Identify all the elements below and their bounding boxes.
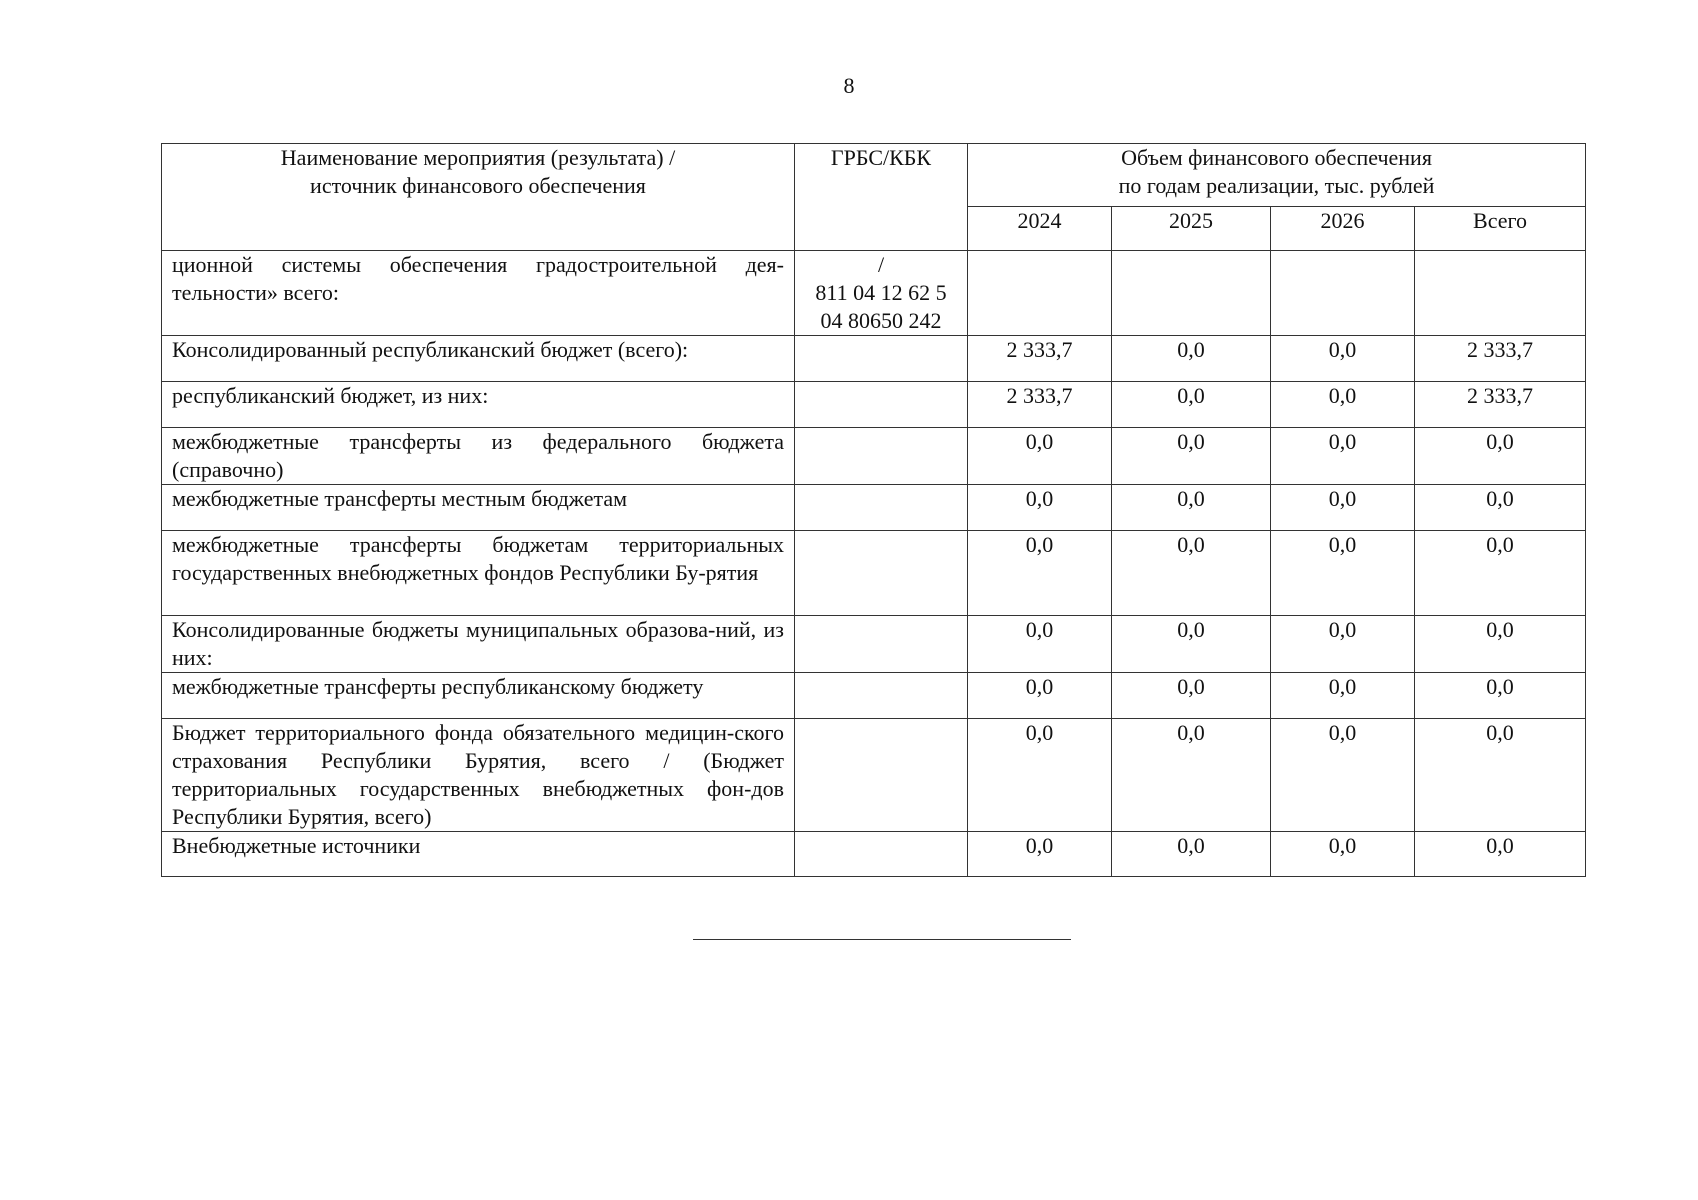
- row-code: [795, 382, 968, 428]
- value-2024: 0,0: [968, 485, 1112, 531]
- row-code: [795, 616, 968, 673]
- value-total: 2 333,7: [1415, 382, 1586, 428]
- value-2026: 0,0: [1271, 485, 1415, 531]
- row-name: Консолидированный республиканский бюджет (всего):: [162, 336, 795, 382]
- header-year-2026: 2026: [1271, 207, 1415, 251]
- row-code: [795, 428, 968, 485]
- value-2024: 0,0: [968, 832, 1112, 877]
- row-code: [795, 719, 968, 832]
- header-activity-name: Наименование мероприятия (результата) / источник финансового обеспечения: [162, 144, 795, 251]
- table-row: [162, 428, 1586, 485]
- value-2024: 2 333,7: [968, 336, 1112, 382]
- value-2026: 0,0: [1271, 336, 1415, 382]
- value-total: 0,0: [1415, 719, 1586, 832]
- financing-table: [161, 143, 1586, 877]
- value-2026: 0,0: [1271, 428, 1415, 485]
- row-code: [795, 531, 968, 616]
- header-year-2025: 2025: [1112, 207, 1271, 251]
- row-name: межбюджетные трансферты бюджетам территориальных государственных внебюджетных фондов Республики Бу-рятия: [162, 531, 795, 616]
- value-2026: 0,0: [1271, 616, 1415, 673]
- end-divider: [693, 939, 1071, 940]
- row-name: ционной системы обеспечения градостроительной дея-тельности» всего:: [162, 251, 795, 336]
- value-2024: 0,0: [968, 616, 1112, 673]
- table-row: [162, 485, 1586, 531]
- header-year-2024: 2024: [968, 207, 1112, 251]
- value-2026: 0,0: [1271, 719, 1415, 832]
- value-total: 0,0: [1415, 616, 1586, 673]
- table-row: [162, 832, 1586, 877]
- table-row: [162, 251, 1586, 336]
- value-2024: 2 333,7: [968, 382, 1112, 428]
- value-2024: 0,0: [968, 531, 1112, 616]
- row-name: Бюджет территориального фонда обязательного медицин-ского страхования Республики Бурятия, всего / (Бюджет территориальных государственных внебюджетных фон-дов Республики Бурятия, всего): [162, 719, 795, 832]
- row-code: [795, 673, 968, 719]
- row-name: Внебюджетные источники: [162, 832, 795, 877]
- value-2025: 0,0: [1112, 485, 1271, 531]
- row-name: межбюджетные трансферты из федерального бюджета (справочно): [162, 428, 795, 485]
- value-2026: 0,0: [1271, 531, 1415, 616]
- row-code: [795, 485, 968, 531]
- value-2024: 0,0: [968, 673, 1112, 719]
- table-row: [162, 531, 1586, 616]
- value-2025: 0,0: [1112, 428, 1271, 485]
- value-2024: 0,0: [968, 719, 1112, 832]
- table-row: [162, 382, 1586, 428]
- value-total: 0,0: [1415, 531, 1586, 616]
- page-number: 8: [843, 73, 855, 98]
- row-code: / 811 04 12 62 5 04 80650 242: [795, 251, 968, 336]
- row-name: Консолидированные бюджеты муниципальных образова-ний, из них:: [162, 616, 795, 673]
- value-2024: 0,0: [968, 428, 1112, 485]
- value-2025: 0,0: [1112, 832, 1271, 877]
- value-2025: 0,0: [1112, 382, 1271, 428]
- value-2026: [1271, 251, 1415, 336]
- header-grbs-kbk: ГРБС/КБК: [795, 144, 968, 251]
- value-2026: 0,0: [1271, 382, 1415, 428]
- value-2025: [1112, 251, 1271, 336]
- value-total: 2 333,7: [1415, 336, 1586, 382]
- row-code: [795, 832, 968, 877]
- value-total: 0,0: [1415, 832, 1586, 877]
- table-row: [162, 336, 1586, 382]
- value-2025: 0,0: [1112, 673, 1271, 719]
- table-row: [162, 719, 1586, 832]
- value-2025: 0,0: [1112, 616, 1271, 673]
- header-financing-volume: Объем финансового обеспечения по годам реализации, тыс. рублей: [968, 144, 1586, 207]
- table-row: [162, 673, 1586, 719]
- value-total: 0,0: [1415, 428, 1586, 485]
- value-2024: [968, 251, 1112, 336]
- row-name: республиканский бюджет, из них:: [162, 382, 795, 428]
- value-2026: 0,0: [1271, 832, 1415, 877]
- value-2026: 0,0: [1271, 673, 1415, 719]
- row-name: межбюджетные трансферты республиканскому бюджету: [162, 673, 795, 719]
- value-total: [1415, 251, 1586, 336]
- header-total: Всего: [1415, 207, 1586, 251]
- row-name: межбюджетные трансферты местным бюджетам: [162, 485, 795, 531]
- value-2025: 0,0: [1112, 336, 1271, 382]
- row-code: [795, 336, 968, 382]
- value-2025: 0,0: [1112, 531, 1271, 616]
- value-2025: 0,0: [1112, 719, 1271, 832]
- value-total: 0,0: [1415, 485, 1586, 531]
- table-row: [162, 616, 1586, 673]
- value-total: 0,0: [1415, 673, 1586, 719]
